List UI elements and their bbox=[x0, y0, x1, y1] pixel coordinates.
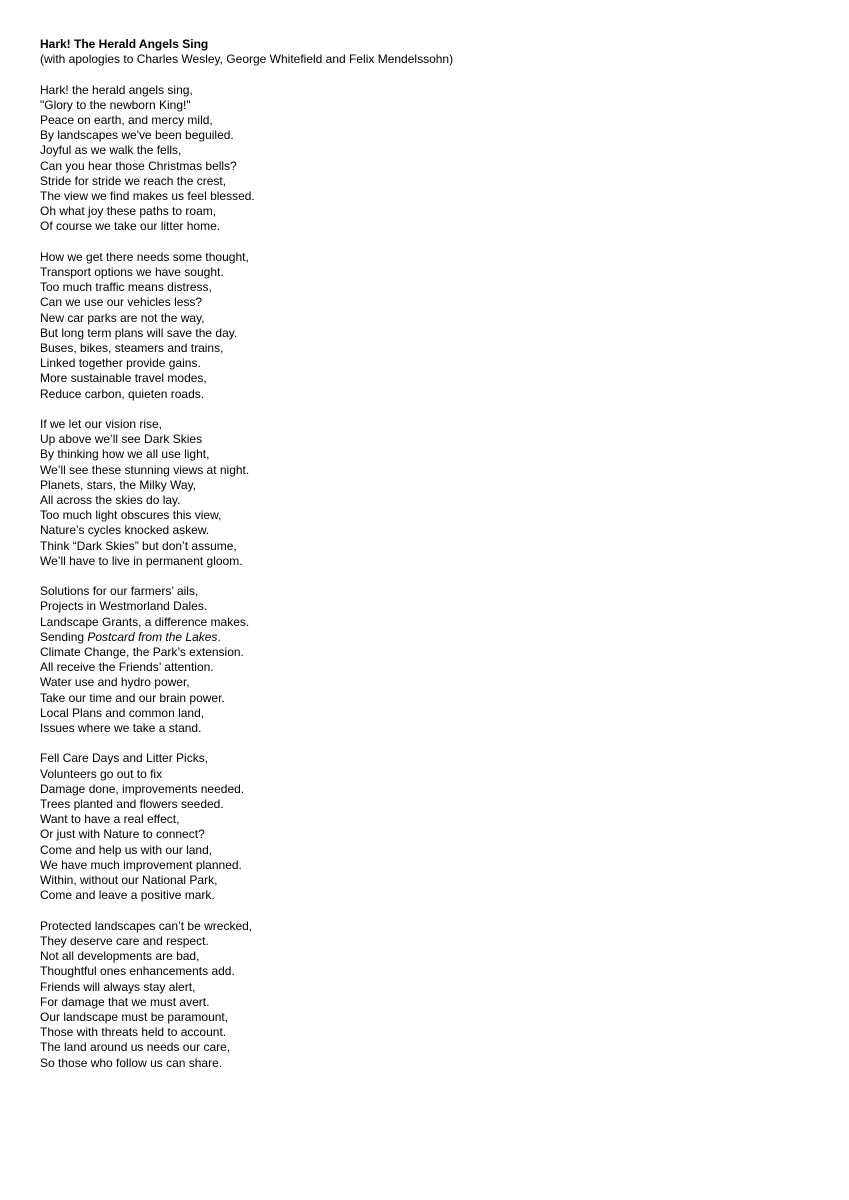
poem-line: But long term plans will save the day. bbox=[40, 325, 238, 340]
poem-line: Too much traffic means distress, bbox=[40, 280, 212, 295]
poem-line: Our landscape must be paramount, bbox=[40, 1009, 229, 1024]
poem-line: We’ll have to live in permanent gloom. bbox=[40, 553, 243, 568]
poem-line: Think “Dark Skies” but don’t assume, bbox=[40, 538, 237, 553]
poem-line: Solutions for our farmers’ ails, bbox=[40, 584, 199, 599]
poem-line: All receive the Friends’ attention. bbox=[40, 660, 214, 675]
poem-line: Transport options we have sought. bbox=[40, 265, 224, 280]
poem-line: For damage that we must avert. bbox=[40, 994, 210, 1009]
poem-line: Oh what joy these paths to roam, bbox=[40, 204, 217, 219]
poem-line: Or just with Nature to connect? bbox=[40, 827, 205, 842]
poem-line: "Glory to the newborn King!" bbox=[40, 97, 191, 112]
poem-line: Want to have a real effect, bbox=[40, 812, 180, 827]
stanza-1 bbox=[40, 83, 800, 235]
stanza-5 bbox=[40, 751, 800, 903]
poem-line: We have much improvement planned. bbox=[40, 857, 242, 872]
poem-line: Planets, stars, the Milky Way, bbox=[40, 477, 197, 492]
poem-line: By thinking how we all use light, bbox=[40, 447, 210, 462]
poem-line-with-italic bbox=[40, 630, 800, 645]
poem-line: Landscape Grants, a difference makes. bbox=[40, 614, 250, 629]
poem-line: Reduce carbon, quieten roads. bbox=[40, 386, 205, 401]
poem-line: The view we find makes us feel blessed. bbox=[40, 189, 255, 204]
poem-line: Fell Care Days and Litter Picks, bbox=[40, 751, 209, 766]
poem-line: So those who follow us can share. bbox=[40, 1055, 223, 1070]
poem-line: The land around us needs our care, bbox=[40, 1040, 231, 1055]
poem-line: They deserve care and respect. bbox=[40, 933, 209, 948]
stanza-4 bbox=[40, 584, 800, 736]
poem-line: Stride for stride we reach the crest, bbox=[40, 173, 227, 188]
poem-line: Peace on earth, and mercy mild, bbox=[40, 113, 213, 127]
poem-line-suffix: . bbox=[217, 629, 221, 644]
poem-line-prefix: Sending bbox=[40, 629, 88, 644]
poem-line: Trees planted and flowers seeded. bbox=[40, 797, 224, 812]
poem-line: Volunteers go out to fix bbox=[40, 766, 163, 781]
poem-line: Not all developments are bad, bbox=[40, 949, 200, 964]
poem-line: Projects in Westmorland Dales. bbox=[40, 599, 208, 614]
poem-line: Those with threats held to account. bbox=[40, 1025, 227, 1040]
stanza-6 bbox=[40, 919, 800, 1071]
poem-line: Friends will always stay alert, bbox=[40, 979, 196, 994]
poem-line: All across the skies do lay. bbox=[40, 493, 181, 508]
poem-line: Of course we take our litter home. bbox=[40, 219, 221, 234]
document-subtitle: (with apologies to Charles Wesley, George Whitefield and Felix Mendelssohn) bbox=[40, 52, 454, 67]
poem-line: Climate Change, the Park’s extension. bbox=[40, 645, 244, 660]
poem-line: Protected landscapes can’t be wrecked, bbox=[40, 918, 253, 933]
poem-line: More sustainable travel modes, bbox=[40, 371, 207, 386]
poem-line: New car parks are not the way, bbox=[40, 310, 205, 325]
poem-line: Can we use our vehicles less? bbox=[40, 295, 203, 310]
poem-line: Up above we’ll see Dark Skies bbox=[40, 432, 203, 447]
poem-line: Take our time and our brain power. bbox=[40, 690, 225, 705]
poem-line: If we let our vision rise, bbox=[40, 417, 163, 432]
poem-line: Too much light obscures this view, bbox=[40, 508, 222, 523]
poem-line: Linked together provide gains. bbox=[40, 356, 201, 371]
document-page bbox=[40, 37, 800, 1071]
poem-line: Within, without our National Park, bbox=[40, 873, 218, 888]
poem-line: Buses, bikes, steamers and trains, bbox=[40, 341, 224, 356]
poem-line: By landscapes we've been beguiled. bbox=[40, 128, 234, 143]
document-title: Hark! The Herald Angels Sing bbox=[40, 37, 209, 51]
poem-line: Issues where we take a stand. bbox=[40, 721, 202, 736]
poem-line: We’ll see these stunning views at night. bbox=[40, 462, 250, 477]
poem-line: Joyful as we walk the fells, bbox=[40, 143, 182, 158]
poem-line: Local Plans and common land, bbox=[40, 705, 205, 720]
italic-publication-title: Postcard from the Lakes bbox=[87, 629, 218, 644]
stanza-3 bbox=[40, 417, 800, 569]
poem-line: Come and leave a positive mark. bbox=[40, 888, 215, 903]
poem-line: Come and help us with our land, bbox=[40, 842, 213, 857]
stanza-2 bbox=[40, 250, 800, 402]
poem-line: Damage done, improvements needed. bbox=[40, 781, 245, 796]
poem-line: Water use and hydro power, bbox=[40, 675, 190, 690]
poem-line: Can you hear those Christmas bells? bbox=[40, 158, 237, 173]
poem-line: Thoughtful ones enhancements add. bbox=[40, 964, 235, 979]
poem-line: Hark! the herald angels sing, bbox=[40, 82, 193, 97]
poem-line: Nature’s cycles knocked askew. bbox=[40, 523, 210, 538]
poem-line: How we get there needs some thought, bbox=[40, 249, 249, 264]
